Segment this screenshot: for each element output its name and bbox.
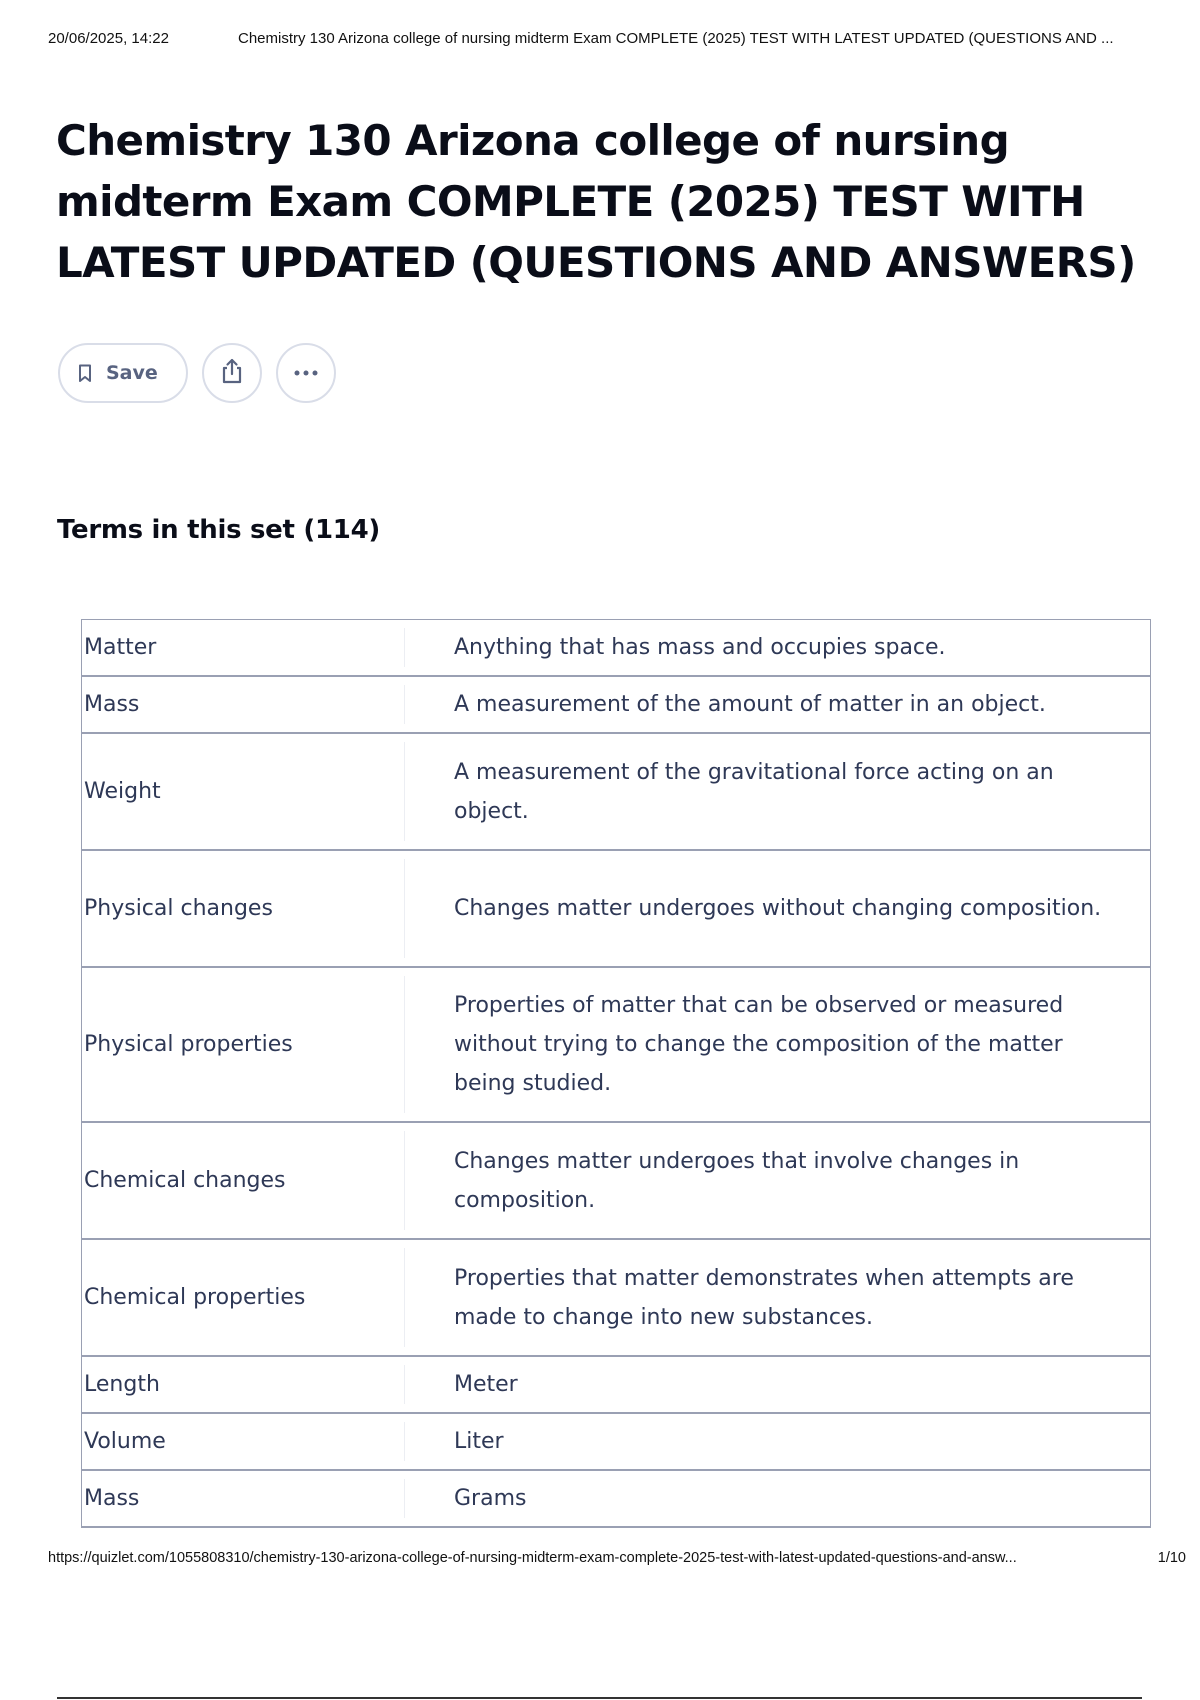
page-title: Chemistry 130 Arizona college of nursing midterm Exam COMPLETE (2025) TEST WITH LATEST UPDATED (QUESTIONS AND ANSWERS) [56, 116, 1136, 287]
term-cell: Volume [82, 1413, 405, 1470]
definition-cell: Anything that has mass and occupies space. [404, 620, 1151, 677]
term-row [82, 1122, 1151, 1239]
definition-cell: A measurement of the gravitational force acting on an object. [404, 733, 1151, 850]
terms-section-heading: Terms in this set (114) [57, 515, 380, 545]
print-datetime: 20/06/2025, 14:22 [48, 30, 169, 47]
definition-cell: A measurement of the amount of matter in an object. [404, 676, 1151, 733]
action-bar [58, 343, 336, 403]
term-row [82, 733, 1151, 850]
save-button-label: Save [106, 362, 158, 384]
more-options-button[interactable] [276, 343, 336, 403]
term-row [82, 967, 1151, 1122]
share-button[interactable] [202, 343, 262, 403]
print-header [48, 30, 1180, 50]
page-indicator: 1/10 [1157, 1550, 1186, 1566]
term-cell: Chemical properties [82, 1239, 405, 1356]
term-cell: Mass [82, 676, 405, 733]
term-row [82, 620, 1151, 677]
term-cell: Matter [82, 620, 405, 677]
more-options-icon [293, 364, 319, 382]
term-cell: Chemical changes [82, 1122, 405, 1239]
term-row [82, 850, 1151, 967]
term-row [82, 1470, 1151, 1527]
definition-cell: Liter [404, 1413, 1151, 1470]
term-cell: Weight [82, 733, 405, 850]
save-button[interactable] [58, 343, 188, 403]
term-cell: Mass [82, 1470, 405, 1527]
term-cell: Physical changes [82, 850, 405, 967]
definition-cell: Properties that matter demonstrates when attempts are made to change into new substances. [404, 1239, 1151, 1356]
term-row [82, 1239, 1151, 1356]
print-document-title: Chemistry 130 Arizona college of nursing midterm Exam COMPLETE (2025) TEST WITH LATEST UPDATED (QUESTIONS AND ... [238, 30, 1114, 47]
definition-cell: Changes matter undergoes that involve changes in composition. [404, 1122, 1151, 1239]
term-cell: Length [82, 1356, 405, 1413]
definition-cell: Changes matter undergoes without changing composition. [404, 850, 1151, 967]
definition-cell: Grams [404, 1470, 1151, 1527]
share-icon [219, 357, 245, 390]
terms-table [81, 619, 1151, 1528]
definition-cell: Meter [404, 1356, 1151, 1413]
term-row [82, 676, 1151, 733]
print-footer [48, 1550, 1186, 1570]
bookmark-icon [78, 364, 92, 383]
term-cell: Physical properties [82, 967, 405, 1122]
definition-cell: Properties of matter that can be observed or measured without trying to change the composition of the matter being studied. [404, 967, 1151, 1122]
print-url: https://quizlet.com/1055808310/chemistry-130-arizona-college-of-nursing-midterm-exam-complete-2025-test-with-latest-updated-questions-and-answ... [48, 1550, 1017, 1566]
page-divider [57, 1697, 1142, 1699]
term-row [82, 1413, 1151, 1470]
term-row [82, 1356, 1151, 1413]
